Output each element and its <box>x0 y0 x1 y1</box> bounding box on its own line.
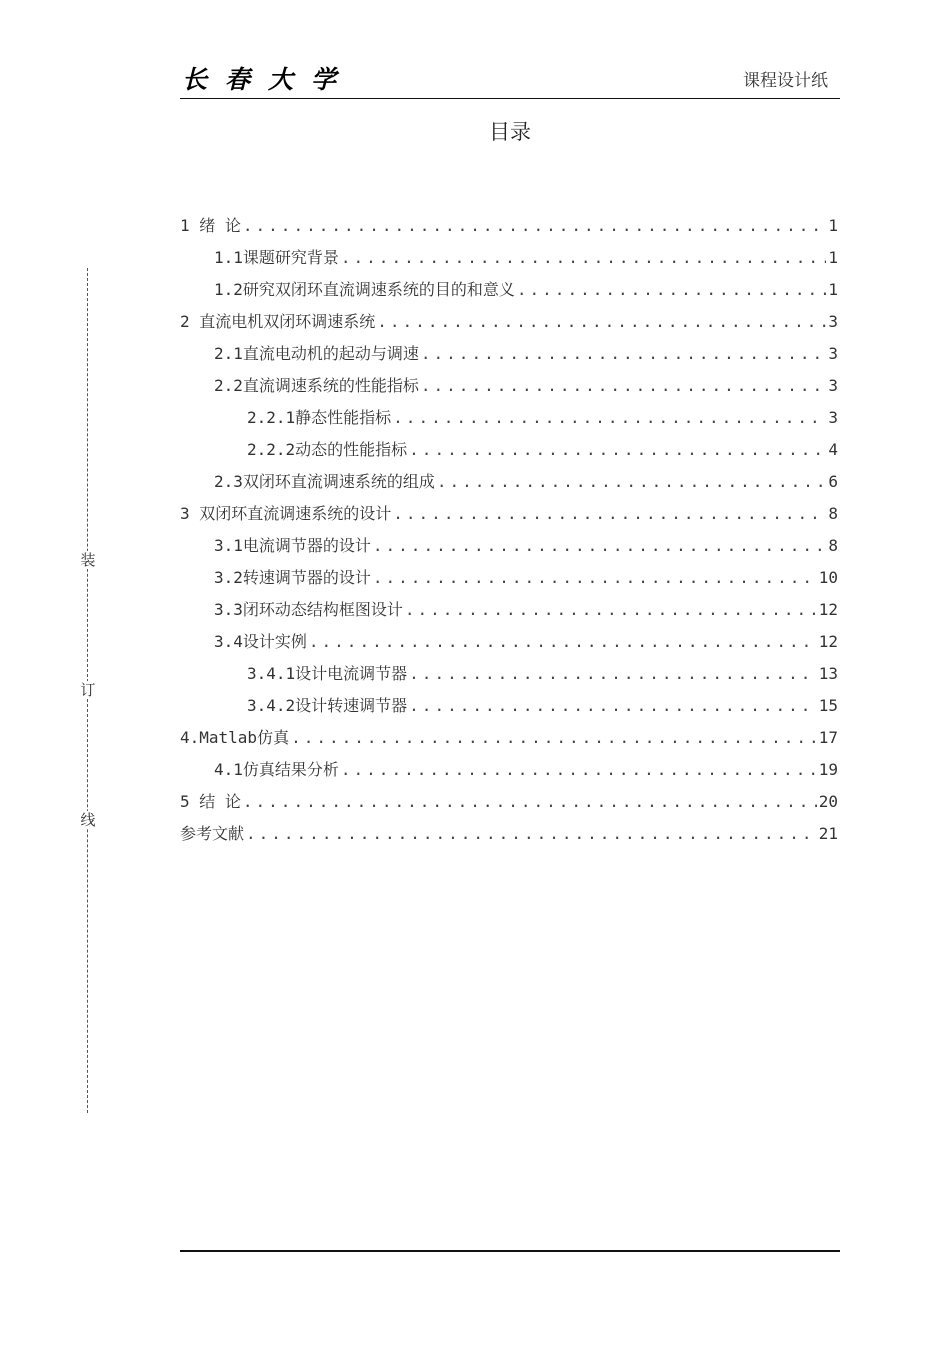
toc-entry-label: 3 双闭环直流调速系统的设计 <box>180 504 392 523</box>
toc-entry-page: 3 <box>828 376 838 395</box>
toc-entry[interactable] <box>180 786 838 818</box>
toc-leader-dots <box>309 626 817 658</box>
page-header <box>180 58 840 99</box>
toc-entry[interactable] <box>180 530 838 562</box>
toc-leader-dots <box>405 594 817 626</box>
toc-leader-dots <box>341 754 817 786</box>
toc-entry[interactable] <box>180 402 838 434</box>
binding-margin <box>80 268 96 1113</box>
toc-entry-label: 2.2.1静态性能指标 <box>247 408 392 427</box>
university-name: 长春大学 <box>182 65 355 94</box>
document-type-label: 课程设计纸 <box>743 71 828 91</box>
toc-leader-dots <box>246 818 817 850</box>
toc-leader-dots <box>243 786 817 818</box>
toc-entry[interactable] <box>180 210 838 242</box>
toc-entry-page: 20 <box>818 792 838 811</box>
toc-entry-page: 4 <box>828 440 838 459</box>
toc-entry-page: 21 <box>818 824 838 843</box>
toc-entry-label: 3.1电流调节器的设计 <box>214 536 371 555</box>
toc-title: 目录 <box>489 120 531 144</box>
toc-entry-page: 13 <box>818 664 838 683</box>
toc-entry-label: 2 直流电机双闭环调速系统 <box>180 312 376 331</box>
toc-leader-dots <box>373 562 817 594</box>
toc-leader-dots <box>421 370 826 402</box>
toc-entry[interactable] <box>180 754 838 786</box>
toc-entry-page: 1 <box>828 248 838 267</box>
toc-entry-page: 17 <box>818 728 838 747</box>
toc-entry[interactable] <box>180 434 838 466</box>
toc-entry-page: 10 <box>818 568 838 587</box>
toc-leader-dots <box>421 338 826 370</box>
toc-entry-page: 3 <box>828 312 838 331</box>
toc-entry-page: 19 <box>818 760 838 779</box>
toc-leader-dots <box>517 274 826 306</box>
toc-entry-label: 5 结 论 <box>180 792 241 811</box>
toc-entry-page: 3 <box>828 408 838 427</box>
toc-entry-label: 3.4.2设计转速调节器 <box>247 696 408 715</box>
toc-leader-dots <box>291 722 817 754</box>
toc-entry[interactable] <box>180 818 838 850</box>
toc-leader-dots <box>409 434 826 466</box>
toc-leader-dots <box>393 498 826 530</box>
binding-char-xian: 线 <box>80 811 96 829</box>
toc-leader-dots <box>377 306 826 338</box>
binding-char-ding: 订 <box>80 681 96 699</box>
table-of-contents <box>180 210 838 850</box>
toc-leader-dots <box>409 658 817 690</box>
toc-entry-page: 6 <box>828 472 838 491</box>
toc-entry-page: 12 <box>818 632 838 651</box>
toc-entry[interactable] <box>180 626 838 658</box>
toc-entry-label: 4.1仿真结果分析 <box>214 760 339 779</box>
toc-entry[interactable] <box>180 562 838 594</box>
toc-entry-label: 3.4设计实例 <box>214 632 307 651</box>
toc-entry-page: 8 <box>828 504 838 523</box>
toc-entry-page: 1 <box>828 216 838 235</box>
toc-entry[interactable] <box>180 594 838 626</box>
toc-leader-dots <box>373 530 826 562</box>
toc-entry-label: 2.2直流调速系统的性能指标 <box>214 376 419 395</box>
toc-entry[interactable] <box>180 338 838 370</box>
toc-entry[interactable] <box>180 690 838 722</box>
toc-entry-page: 12 <box>818 600 838 619</box>
toc-entry-label: 1.2研究双闭环直流调速系统的目的和意义 <box>214 280 515 299</box>
toc-entry-label: 1.1课题研究背景 <box>214 248 339 267</box>
toc-entry-label: 3.4.1设计电流调节器 <box>247 664 408 683</box>
toc-entry[interactable] <box>180 466 838 498</box>
toc-entry-page: 3 <box>828 344 838 363</box>
toc-entry[interactable] <box>180 370 838 402</box>
toc-entry-label: 1 绪 论 <box>180 216 241 235</box>
toc-leader-dots <box>409 690 817 722</box>
toc-entry-label: 3.2转速调节器的设计 <box>214 568 371 587</box>
binding-char-zhuang: 装 <box>80 551 96 569</box>
toc-entry-label: 2.2.2动态的性能指标 <box>247 440 408 459</box>
toc-entry[interactable] <box>180 498 838 530</box>
footer-rule <box>180 1250 840 1252</box>
toc-entry[interactable] <box>180 274 838 306</box>
toc-entry-label: 4.Matlab仿真 <box>180 728 290 747</box>
toc-entry-label: 参考文献 <box>180 824 245 843</box>
toc-entry-page: 15 <box>818 696 838 715</box>
toc-entry[interactable] <box>180 242 838 274</box>
toc-entry-label: 2.1直流电动机的起动与调速 <box>214 344 419 363</box>
toc-entry[interactable] <box>180 306 838 338</box>
toc-leader-dots <box>341 242 826 274</box>
toc-leader-dots <box>243 210 826 242</box>
toc-entry-page: 8 <box>828 536 838 555</box>
toc-entry[interactable] <box>180 722 838 754</box>
toc-entry[interactable] <box>180 658 838 690</box>
toc-entry-page: 1 <box>828 280 838 299</box>
toc-leader-dots <box>393 402 826 434</box>
toc-entry-label: 2.3双闭环直流调速系统的组成 <box>214 472 435 491</box>
toc-leader-dots <box>437 466 826 498</box>
toc-entry-label: 3.3闭环动态结构框图设计 <box>214 600 403 619</box>
